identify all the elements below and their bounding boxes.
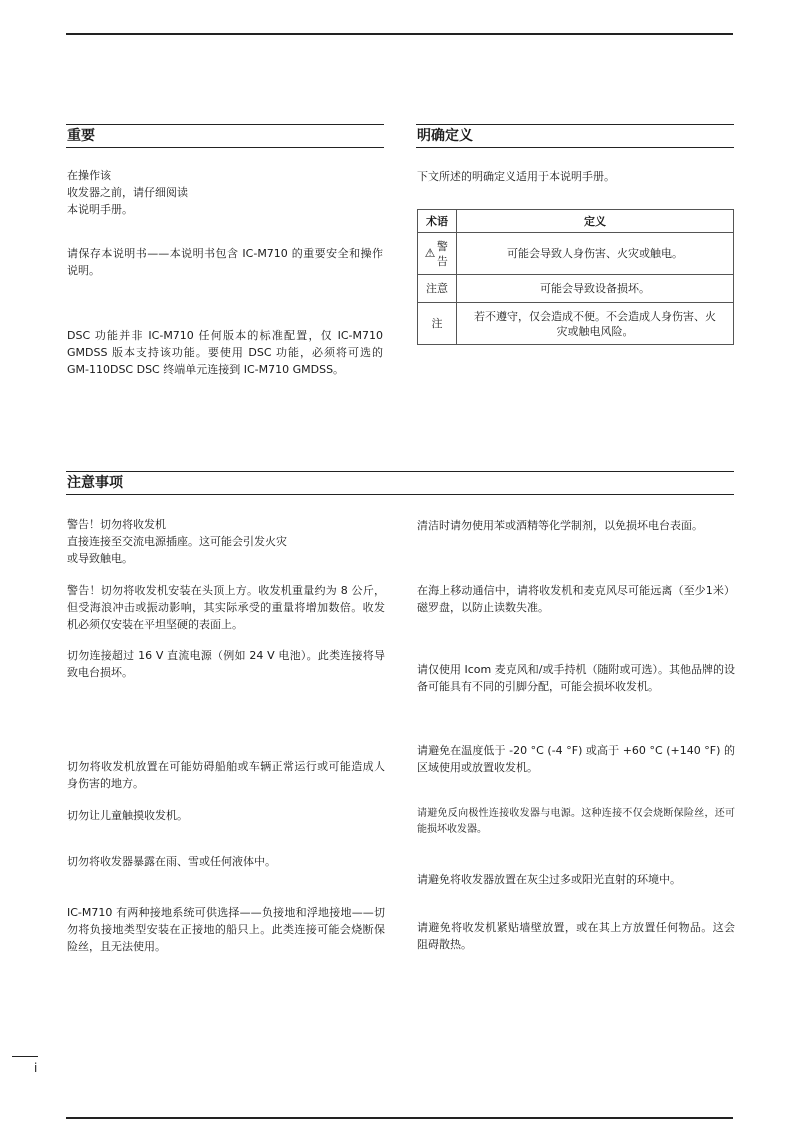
- precautions-rule-bottom: [66, 494, 734, 495]
- definitions-heading: 明确定义: [417, 128, 473, 144]
- definition-caution: 可能会导致设备损坏。: [457, 275, 734, 303]
- definitions-intro: 下文所述的明确定义适用于本说明手册。: [417, 170, 615, 183]
- definitions-rule-bottom: [416, 147, 734, 148]
- precaution-right-3: 请仅使用 Icom 麦克风和/或手持机（随附或可选）。其他品牌的设备可能具有不同的引脚分配，可能会损坏收发机。: [417, 663, 735, 693]
- precaution-right-7: 请避免将收发机紧贴墙壁放置，或在其上方放置任何物品。这会阻碍散热。: [417, 921, 735, 951]
- definition-note: 若不遵守，仅会造成不便。不会造成人身伤害、火灾或触电风险。: [457, 303, 734, 345]
- col-term-header: 术语: [418, 210, 457, 233]
- table-row-warning: [418, 233, 734, 275]
- table-row-note: [418, 303, 734, 345]
- precaution-left-1: 警告！切勿将收发机 直接连接至交流电源插座。这可能会引发火灾 或导致触电。: [67, 518, 287, 565]
- precaution-right-1: 清洁时请勿使用苯或酒精等化学制剂，以免损坏电台表面。: [417, 519, 703, 532]
- term-caution: 注意: [418, 275, 457, 303]
- important-para-3: DSC 功能并非 IC-M710 任何版本的标准配置，仅 IC-M710 GMDSS 版本支持该功能。要使用 DSC 功能，必须将可选的 GM-110DSC DSC 终端单元连接到 IC-M710 GMDSS。: [67, 329, 383, 376]
- term-warning: 警告: [436, 239, 448, 268]
- important-heading: 重要: [67, 128, 95, 144]
- important-rule-top: [66, 124, 384, 125]
- page-number: i: [34, 1061, 38, 1075]
- precaution-left-3: 切勿连接超过 16 V 直流电源（例如 24 V 电池）。此类连接将导致电台损坏。: [67, 649, 385, 679]
- precaution-left-7: IC-M710 有两种接地系统可供选择——负接地和浮地接地——切勿将负接地类型安装在正接地的船只上。此类连接可能会烧断保险丝，且无法使用。: [67, 906, 385, 953]
- important-para-2: 请保存本说明书——本说明书包含 IC-M710 的重要安全和操作说明。: [67, 247, 383, 277]
- important-para-1: 在操作该 收发器之前，请仔细阅读 本说明手册。: [67, 169, 188, 216]
- bottom-rule: [66, 1117, 733, 1119]
- definition-warning: 可能会导致人身伤害、火灾或触电。: [457, 233, 734, 275]
- precautions-rule-top: [66, 471, 734, 472]
- definitions-table-header: [418, 210, 734, 233]
- definitions-table: [417, 209, 734, 345]
- term-note: 注: [418, 303, 457, 345]
- footer-rule-left: [12, 1056, 38, 1057]
- precaution-right-6: 请避免将收发器放置在灰尘过多或阳光直射的环境中。: [417, 873, 681, 886]
- definitions-rule-top: [416, 124, 734, 125]
- table-row-caution: [418, 275, 734, 303]
- important-rule-bottom: [66, 147, 384, 148]
- precaution-left-6: 切勿将收发器暴露在雨、雪或任何液体中。: [67, 855, 276, 868]
- precaution-left-4: 切勿将收发机放置在可能妨碍船舶或车辆正常运行或可能造成人身伤害的地方。: [67, 760, 385, 790]
- col-definition-header: 定义: [457, 210, 734, 233]
- precaution-right-4: 请避免在温度低于 -20 °C (-4 °F) 或高于 +60 °C (+140 °F) 的区域使用或放置收发机。: [417, 744, 735, 774]
- precaution-left-5: 切勿让儿童触摸收发机。: [67, 809, 188, 822]
- top-rule: [66, 33, 733, 35]
- precaution-right-5: 请避免反向极性连接收发器与电源。这种连接不仅会烧断保险丝，还可能损坏收发器。: [417, 808, 735, 835]
- precautions-heading: 注意事项: [67, 475, 123, 491]
- precaution-left-2: 警告！切勿将收发机安装在头顶上方。收发机重量约为 8 公斤，但受海浪冲击或振动影响，其实际承受的重量将增加数倍。收发机必须仅安装在平坦坚硬的表面上。: [67, 584, 385, 631]
- warning-triangle-icon: ⚠: [424, 245, 436, 260]
- term-cell: [418, 233, 457, 275]
- precaution-right-2: 在海上移动通信中，请将收发机和麦克风尽可能远离（至少1米）磁罗盘，以防止读数失准。: [417, 584, 735, 614]
